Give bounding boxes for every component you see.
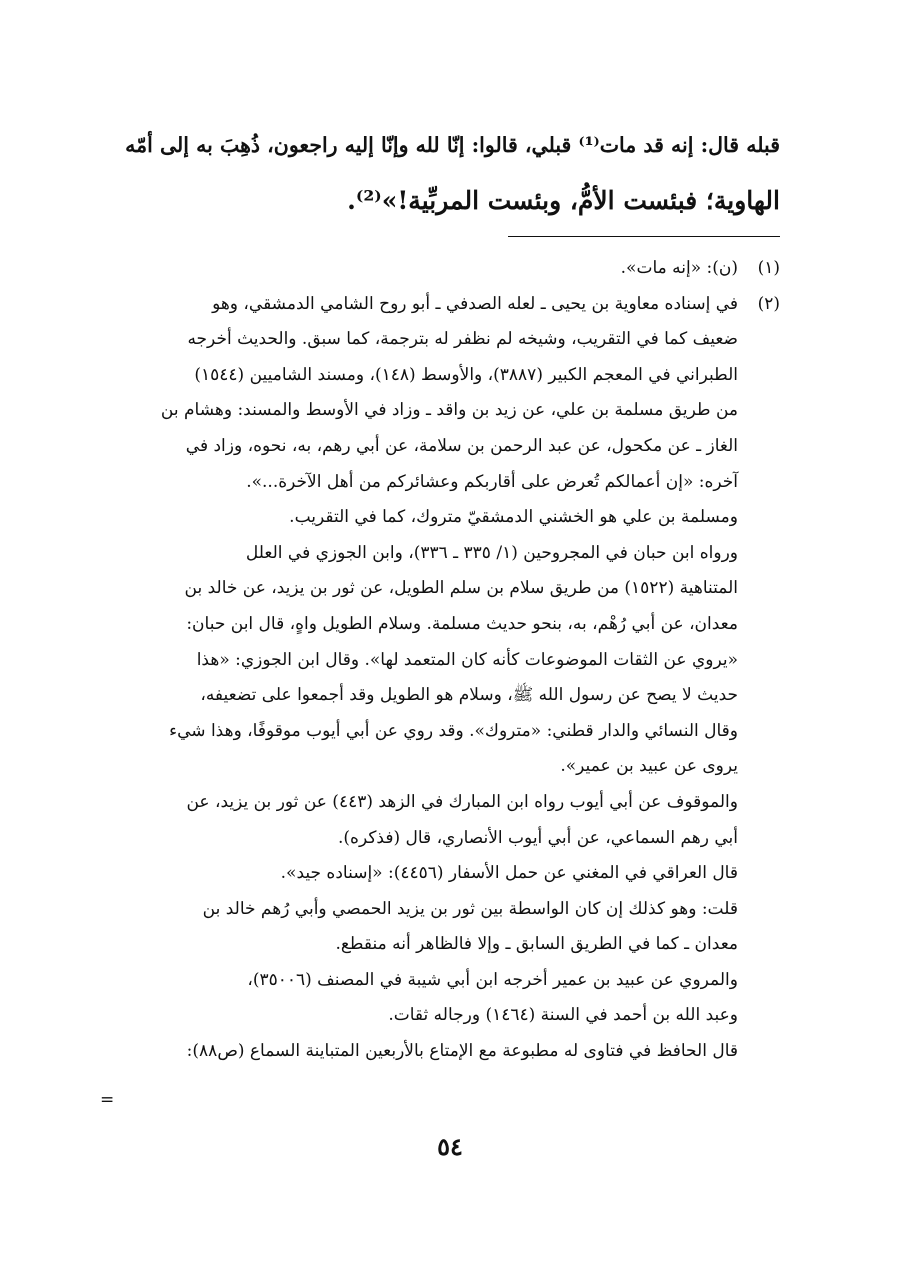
main-text-line: الهاوية؛ فبئست الأمُّ، وبئست المربِّية!»⁽²⁾. xyxy=(347,186,780,215)
footnote-line: من طريق مسلمة بن علي، عن زيد بن واقد ـ وزاد في الأوسط والمسند: وهشام بن xyxy=(160,400,738,421)
footnote-line: «يروي عن الثقات الموضوعات كأنه كان المتعمد لها». وقال ابن الجوزي: «هذا xyxy=(196,649,738,670)
footnote-text: (ن): «إنه مات». xyxy=(620,258,738,278)
footnote-text: في إسناده معاوية بن يحيى ـ لعله الصدفي ـ أبو روح الشامي الدمشقي، وهو xyxy=(212,293,738,314)
footnote-line: ورواه ابن حبان في المجروحين (١/ ٣٣٥ ـ ٣٣٦)، وابن الجوزي في العلل xyxy=(245,542,738,563)
footnotes xyxy=(115,251,780,1070)
footnote-line: الطبراني في المعجم الكبير (٣٨٨٧)، والأوسط (١٤٨)، ومسند الشاميين (١٥٤٤) xyxy=(194,364,738,385)
footnote-line: قلت: وهو كذلك إن كان الواسطة بين ثور بن يزيد الحمصي وأبي رُهم خالد بن xyxy=(202,898,738,919)
footnote-line: قال العراقي في المغني عن حمل الأسفار (٤٤٥٦): «إسناده جيد». xyxy=(280,863,738,884)
footnote-line: أبي رهم السماعي، عن أبي أيوب الأنصاري، قال (فذكره). xyxy=(338,827,738,848)
footnote-line: وقال النسائي والدار قطني: «متروك». وقد روي عن أبي أيوب موقوفًا، وهذا شيء xyxy=(169,720,738,741)
footnote-line: المتناهية (١٥٢٢) من طريق سلام بن سلم الطويل، عن ثور بن يزيد، عن خالد بن xyxy=(184,578,738,599)
main-text-line: قبله قال: إنه قد مات⁽¹⁾ قبلي، قالوا: إنّا لله وإنّا إليه راجعون، ذُهِبَ به إلى أمّه xyxy=(125,133,780,157)
footnote-line: معدان، عن أبي رُهْم، به، بنحو حديث مسلمة. وسلام الطويل واهٍ، قال ابن حبان: xyxy=(186,613,738,634)
footnote-line: حديث لا يصح عن رسول الله ﷺ، وسلام هو الطويل وقد أجمعوا على تضعيفه، xyxy=(200,685,738,706)
footnote-1 xyxy=(115,251,780,287)
footnote-separator xyxy=(508,236,780,237)
footnote-line: وعبد الله بن أحمد في السنة (١٤٦٤) ورجاله ثقات. xyxy=(388,1005,738,1026)
footnote-line: والموقوف عن أبي أيوب رواه ابن المبارك في الزهد (٤٤٣) عن ثور بن يزيد، عن xyxy=(186,791,738,812)
page-number: ٥٤ xyxy=(437,1132,463,1161)
main-text xyxy=(115,118,780,228)
footnote-line: معدان ـ كما في الطريق السابق ـ وإلا فالظاهر أنه منقطع. xyxy=(335,934,738,955)
continuation-mark: = xyxy=(100,1090,115,1110)
footnote-line: ومسلمة بن علي هو الخشني الدمشقيّ متروك، كما في التقريب. xyxy=(289,507,738,528)
footnote-2-first-line xyxy=(115,287,780,323)
footnote-line: يروى عن عبيد بن عمير». xyxy=(560,756,738,777)
footnote-line: آخره: «إن أعمالكم تُعرض على أقاربكم وعشائركم من أهل الآخرة...». xyxy=(246,471,738,492)
footnote-line: الغاز ـ عن مكحول، عن عبد الرحمن بن سلامة، عن أبي رهم، به، نحوه، وزاد في xyxy=(185,435,738,456)
footnote-marker: (٢) xyxy=(757,293,780,314)
footnote-line: قال الحافظ في فتاوى له مطبوعة مع الإمتاع بالأربعين المتباينة السماع (ص٨٨): xyxy=(186,1041,738,1062)
footnote-line: والمروي عن عبيد بن عمير أخرجه ابن أبي شيبة في المصنف (٣٥٠٠٦)، xyxy=(247,969,738,990)
footnote-marker: (١) xyxy=(757,258,780,278)
footnote-line: ضعيف كما في التقريب، وشيخه لم نظفر له بترجمة، كما سبق. والحديث أخرجه xyxy=(187,329,738,350)
